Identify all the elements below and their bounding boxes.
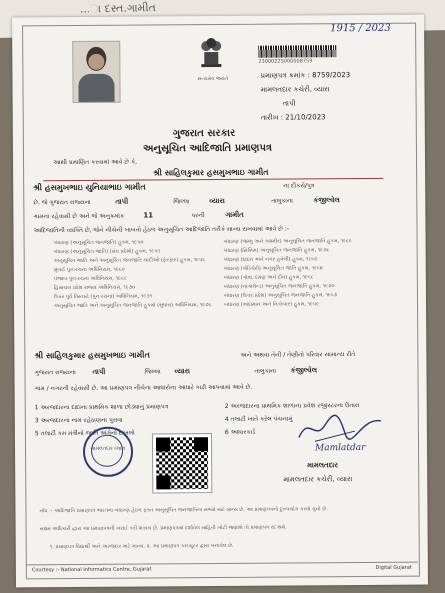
issue-date-label: તારીખ xyxy=(260,113,279,122)
note-3: ૧. પ્રમાણપત્ર વિદ્યાર્થી અને અરજદાર માટે માન્ય. ૨. આ પ્રમાણપત્ર કમ્પ્યુટર દ્વારા બનાવેલ છે. xyxy=(49,542,234,551)
order-item: પંજાબ પુનઃરચના અધિનિયમ, ૧૯૬૬ xyxy=(53,275,127,283)
document-item: 5 તલાટી કમ મંત્રીનો જાતિ અંગેનો દાખલો xyxy=(34,429,135,438)
schedule-label: ગામના રહેવાસી છે અને જે અનુક્રમાંક xyxy=(33,212,125,221)
document-item: 6 આધારકાર્ડ xyxy=(224,428,256,436)
footer-courtesy: Courtesy :- National Informatics Centre, Gujarat xyxy=(31,566,152,574)
schedule-number: 11 xyxy=(143,211,154,220)
village-value: કંજીલ્વેલ xyxy=(313,196,340,205)
order-item: ઉત્તર પૂર્વ વિસ્તારો (પુનઃરચના) અધિનિયમ, ૧૯૭૧ xyxy=(53,293,153,301)
order-item: અનુસૂચિત જાતિ અને અનુસૂચિત જનજાતિ યાદીઓ (ફેરફાર) હુકમ, ૧૯૫૬ xyxy=(53,257,206,265)
govt-heading: ગુજરાત સરકાર xyxy=(172,127,236,140)
order-item: બંધારણ (નાગાલેન્ડ) અનુસૂચિત જનજાતિ હુકમ, ૧૯૭૦ xyxy=(223,283,335,290)
state2-label: ગુજરાત રાજ્યના xyxy=(34,369,76,377)
district2-label: જિલ્લા xyxy=(144,368,161,376)
note-2: સક્ષમ અધિકારી દ્વારા આ પ્રમાણપત્રની ખરાઈ કરી શકાય છે. પ્રમાણપત્રમાં દર્શાવેલ માહિતી ખોટી જણાશે તો પ્રમાણપત્ર રદ થશે. xyxy=(39,524,287,533)
seal-text: મામલતદાર વ્યારા xyxy=(90,445,126,452)
document-item: 1 અરજદારના દાદાના પ્રાથમિક શાળા છોડ્યાનું પ્રમાણપત્ર xyxy=(34,403,169,412)
order-item: બંધારણ (સિક્કિમ) અનુસૂચિત જનજાતિ હુકમ, ૧૯૭૮ xyxy=(223,247,330,254)
taluka2-value: વ્યારા xyxy=(174,367,191,376)
certificate-title: અનુસૂચિત આદિજાતિ પ્રમાણપત્ર xyxy=(142,142,273,155)
office-seal xyxy=(83,427,133,477)
district-value: તાપી xyxy=(115,197,129,206)
cert-number-label: પ્રમાણપત્ર ક્રમાંક xyxy=(260,71,306,80)
cert-number: 8759/2023 xyxy=(312,71,351,80)
document-item: 3 અરજદારના નામ રહેઠાણના પુરાવા xyxy=(34,416,123,425)
father-name: શ્રી હસમુખભાઇ યુનિયાભાઇ ગામીત xyxy=(33,182,146,193)
district-label: જિલ્લા xyxy=(173,198,190,206)
order-item: બંધારણ (દાદરા અને નગર હવેલી) હુકમ, ૧૯૬૨ xyxy=(223,256,318,263)
resident-name: શ્રી સાહિલકુમાર હસમુખભાઇ ગામીત xyxy=(34,350,150,361)
signature-icon xyxy=(295,407,385,448)
handwritten-signature: Mamlatdar xyxy=(314,442,366,454)
handwritten-ref: 1915 / 2023 xyxy=(330,22,391,35)
signatory-office: મામલતદાર કચેરી, વ્યારા xyxy=(283,475,353,484)
orders-list-right xyxy=(224,237,353,310)
tribe-name: ગામીત xyxy=(225,210,244,219)
qr-code xyxy=(153,434,211,492)
signatory-designation: મામલતદાર xyxy=(307,461,338,470)
certificate-page xyxy=(12,15,428,588)
village-line: ગામ / નગરની રહેવાસી છે. આ પ્રમાણપત્ર નીચેના આધારોના આધારે કાઢી આપવામાં આવે છે. xyxy=(34,383,253,393)
state-emblem-icon xyxy=(194,34,228,76)
order-item: બંધારણ (અનુસૂચિત જાતિ) (સંઘ પ્રદેશો) હુકમ, ૧૯૫૧ xyxy=(53,248,161,256)
underlying-page-text: ...ા દસ્ત.ગામીત xyxy=(79,1,156,16)
issue-date: 21/10/2023 xyxy=(285,113,326,122)
issuing-office: મામલતદાર કચેરી, વ્યારા xyxy=(260,85,330,94)
applicant-photo xyxy=(72,41,120,103)
emblem-caption: સત્યમેવ જયતે xyxy=(197,75,229,83)
applicant-name: શ્રી સાહિલકુમાર હસમુખભાઇ ગામીત xyxy=(153,167,269,178)
district2-value: તાપી xyxy=(92,367,106,376)
resident-text: અને અથવા તેની / તેણીનો પરિવાર સામાન્ય રીતે xyxy=(240,351,356,359)
certify-line: આથી પ્રમાણિત કરવામાં આવે છે કે, xyxy=(53,158,138,167)
document-item: 4 તલાટી ખાતે કરેલ પંચનામું xyxy=(224,415,293,423)
footer xyxy=(26,562,418,578)
taluka-label: તાલુકાના xyxy=(271,197,293,205)
order-item: મુંબઈ પુનઃરચના અધિનિયમ, ૧૯૬૦ xyxy=(53,266,125,274)
barcode-number: 23000225000008759 xyxy=(258,58,313,65)
note-1: નોંધ :- આદિજાતિ પ્રમાણપત્ર ભારતના બંધારણ હેઠળ ફક્ત અનુસૂચિત જનજાતિના સભ્યો માટે માન્ય છે. આ પ્રમાણપત્રનો દુરુપયોગ કરવો ગુનો છે. xyxy=(39,506,328,515)
taluka2-label: તાલુકાના xyxy=(254,367,277,375)
state-label: છે. જે ગુજરાત રાજ્યના xyxy=(33,198,91,207)
order-item: બંધારણ (ઉત્તર પ્રદેશ) અનુસૂચિત જનજાતિ હુકમ, ૧૯૬૭ xyxy=(223,292,338,299)
orders-list-left xyxy=(54,238,212,311)
taluka-value: વ્યારા xyxy=(209,196,225,206)
order-item: બંધારણ (અંદામાન અને નિકોબાર) હુકમ, ૧૯૫૯ xyxy=(224,301,320,308)
order-item: હિમાચલ પ્રદેશ રાજ્ય અધિનિયમ, ૧૯૭૦ xyxy=(53,284,136,292)
tribe-label: પરની xyxy=(191,212,205,220)
order-item: બંધારણ (પોંડિચેરી) અનુસૂચિત જાતિ હુકમ, ૧૯૬૪ xyxy=(223,265,323,272)
order-item: બંધારણ (અનુસૂચિત જનજાતિ) હુકમ, ૧૯૫૦ xyxy=(53,239,144,247)
document-item: 2 અરજદારના પ્રાથમિક શાળાના પ્રવેશ રજીસ્ટરના ઉતારા xyxy=(224,402,360,410)
relation-label: ના દીકરો/પુત્ર xyxy=(283,182,315,190)
main-statement: આદિજાતિની વ્યક્તિ છે, જેને નીચેની બાબતો હેઠળ અનુસૂચિત આદિજાતિ તરીકે માન્ય રાખવામાં આવે છે :- xyxy=(33,225,289,235)
barcode xyxy=(258,45,336,58)
order-item: બંધારણ (ગોવા, દમણ અને દીવ) હુકમ, ૧૯૬૮ xyxy=(223,274,314,281)
village2-value: કંજીલ્વેલ xyxy=(290,366,318,375)
order-item: બંધારણ (જમ્મુ અને કાશ્મીર) અનુસૂચિત જનજાતિ હુકમ, ૧૯૮૯ xyxy=(223,238,352,245)
issue-date-row: તારીખ : 21/10/2023 xyxy=(260,113,326,122)
issuing-district: તાપી xyxy=(282,99,296,108)
cert-number-row: પ્રમાણપત્ર ક્રમાંક : 8759/2023 xyxy=(260,71,351,80)
footer-brand: Digital Gujarat xyxy=(375,564,412,571)
order-item: અનુસૂચિત જાતિ અને અનુસૂચિત જનજાતિ હુકમો (સુધારા) અધિનિયમ, ૧૯૭૬ xyxy=(54,302,212,310)
